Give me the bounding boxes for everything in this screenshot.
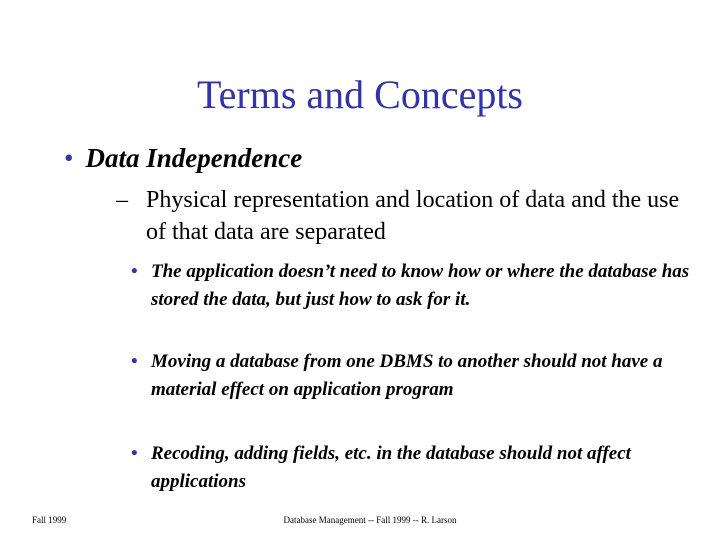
bullet-icon: • — [64, 143, 74, 173]
bullet-icon: • — [131, 443, 138, 464]
level3-text: Moving a database from one DBMS to another should not have a material effect on application program — [151, 351, 663, 400]
level3-item — [131, 348, 691, 404]
dash-icon: – — [116, 187, 128, 213]
bullet-icon: • — [131, 261, 138, 282]
slide-title: Terms and Concepts — [196, 72, 523, 117]
level2-item — [116, 184, 686, 248]
level3-text: The application doesn’t need to know how or where the database has stored the data, but just how to ask for it. — [151, 261, 690, 310]
level2-text: Physical representation and location of data and the use of that data are separated — [146, 187, 680, 245]
level1-text: Data Independence — [85, 143, 303, 173]
level3-text: Recoding, adding fields, etc. in the database should not affect applications — [151, 443, 631, 492]
footer-course: Database Management -- Fall 1999 -- R. Larson — [283, 515, 457, 525]
level3-item — [131, 440, 691, 496]
footer-date: Fall 1999 — [32, 515, 67, 525]
bullet-icon: • — [131, 351, 138, 372]
level3-item — [131, 258, 691, 314]
level1-item — [64, 138, 302, 178]
